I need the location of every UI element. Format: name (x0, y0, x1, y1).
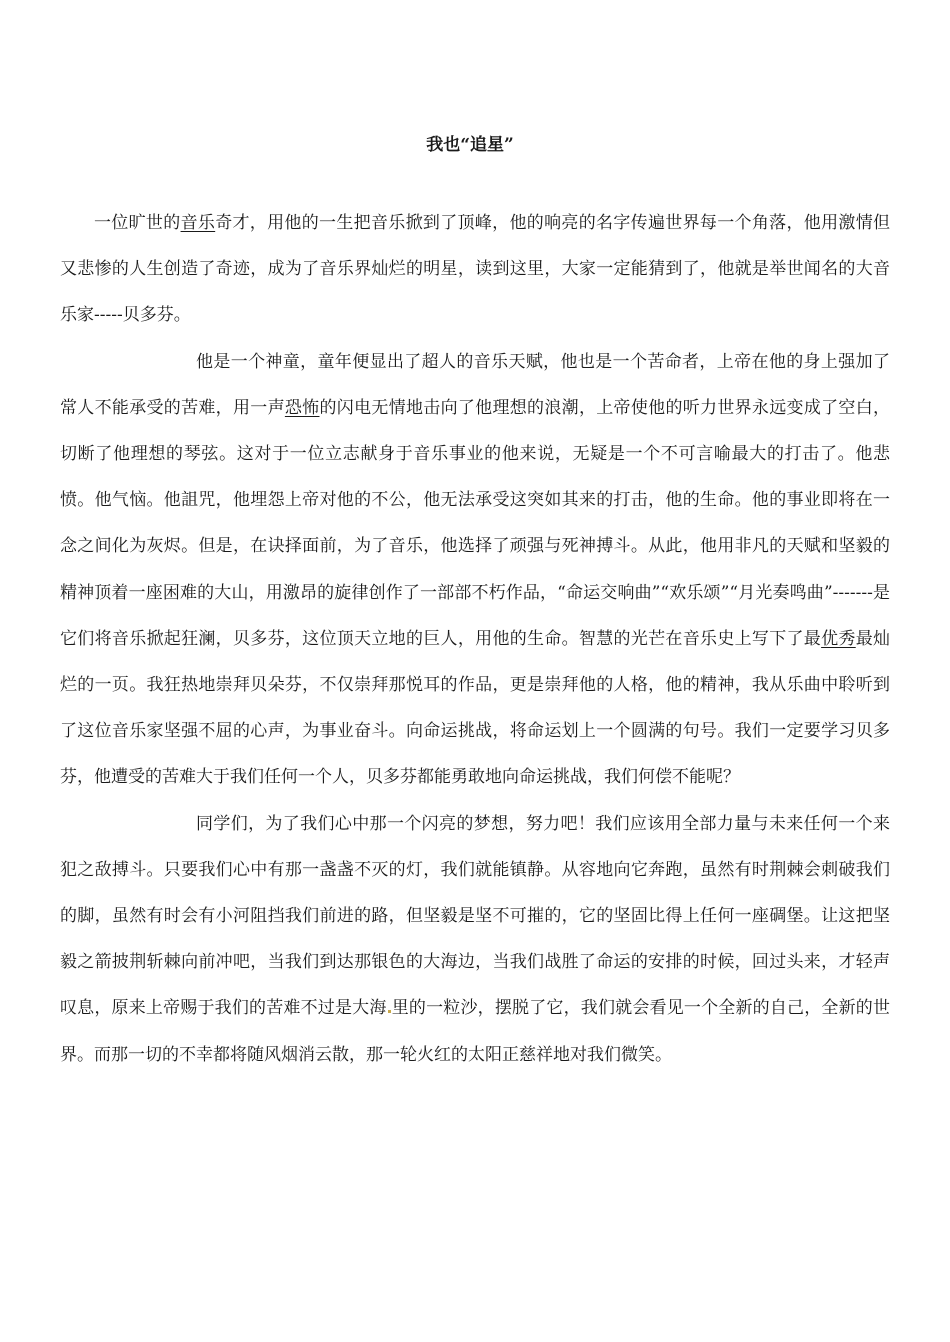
paragraph-3-text-a: 同学们，为了我们心中那一个闪亮的梦想，努力吧！我们应该用全部力量与未来任何一个来犯之敌搏斗。只要我们心中有那一盏盏不灭的灯，我们就能镇静。从容地向它奔跑，虽然有时荆棘会刺破我们的脚，虽然有时会有小河阻挡我们前进的路，但坚毅是坚不可摧的，它的坚固比得上任何一座碉堡。让这把坚毅之箭披荆斩棘向前冲吧，当我们到达那银色的大海边，当我们战胜了命运的安排的时候，回过头来，才轻声叹息，原来上帝赐于我们的苦难不过是大海 (60, 813, 890, 1019)
underlined-word-excellent: 优秀 (821, 628, 856, 649)
paragraph-2-text-a: 他是一个神童，童年便显出了超人的音乐天赋，他也是一个苦命者，上帝在他的身上强加了常人不能承受的苦难，用一声 (60, 351, 890, 418)
paragraph-2-text-b: 的闪电无情地击向了他理想的浪潮，上帝使他的听力世界永远变成了空白，切断了他理想的琴弦。这对于一位立志献身于音乐事业的他来说，无疑是一个不可言喻最大的打击了。他悲愤。他气恼。他詛咒，他埋怨上帝对他的不公，他无法承受这突如其来的打击，他的生命。他的事业即将在一念之间化为灰烬。但是，在诀择面前，为了音乐，他选择了顽强与死神搏斗。从此，他用非凡的天赋和坚毅的精神顶着一座困难的大山，用激昂的旋律创作了一部部不朽作品，“命运交响曲”“欢乐颂”“月光奏鸣曲”-------是它们将音乐掀起狂澜，贝多芬，这位顶天立地的巨人，用他的生命。智慧的光芒在音乐史上写下了最 (60, 397, 891, 649)
document-body (60, 200, 890, 1078)
underlined-word-terror: 恐怖 (284, 397, 320, 418)
paragraph-2-text-c: 最灿烂的一页。我狂热地崇拜贝朵芬，不仅崇拜那悦耳的作品，更是崇拜他的人格，他的精神，我从乐曲中聆听到了这位音乐家坚强不屈的心声，为事业奋斗。向命运挑战，将命运划上一个圆满的句号。我们一定要学习贝多芬，他遭受的苦难大于我们任何一个人，贝多芬都能勇敢地向命运挑战，我们何偿不能呢？ (60, 628, 891, 788)
paragraph-1 (60, 200, 890, 339)
paragraph-2 (60, 339, 890, 801)
paragraph-3-text-b: 里的一粒沙，摆脱了它，我们就会看见一个全新的自己，全新的世界。而那一切的不幸都将随风烟消云散，那一轮火红的太阳正慈祥地对我们微笑。 (60, 998, 890, 1065)
paragraph-1-text-b: 奇才，用他的一生把音乐掀到了顶峰，他的响亮的名字传遍世界每一个角落，他用激情但又悲惨的人生创造了奇迹，成为了音乐界灿烂的明星，读到这里，大家一定能猜到了，他就是举世闻名的大音乐家-----贝多芬。 (60, 213, 891, 326)
document-title: 我也“追星” (426, 135, 514, 155)
paragraph-1-text-a: 一位旷世的 (94, 213, 181, 233)
underlined-word-music: 音乐 (180, 213, 216, 233)
paragraph-3 (60, 801, 890, 1078)
edit-mark (388, 1010, 391, 1013)
